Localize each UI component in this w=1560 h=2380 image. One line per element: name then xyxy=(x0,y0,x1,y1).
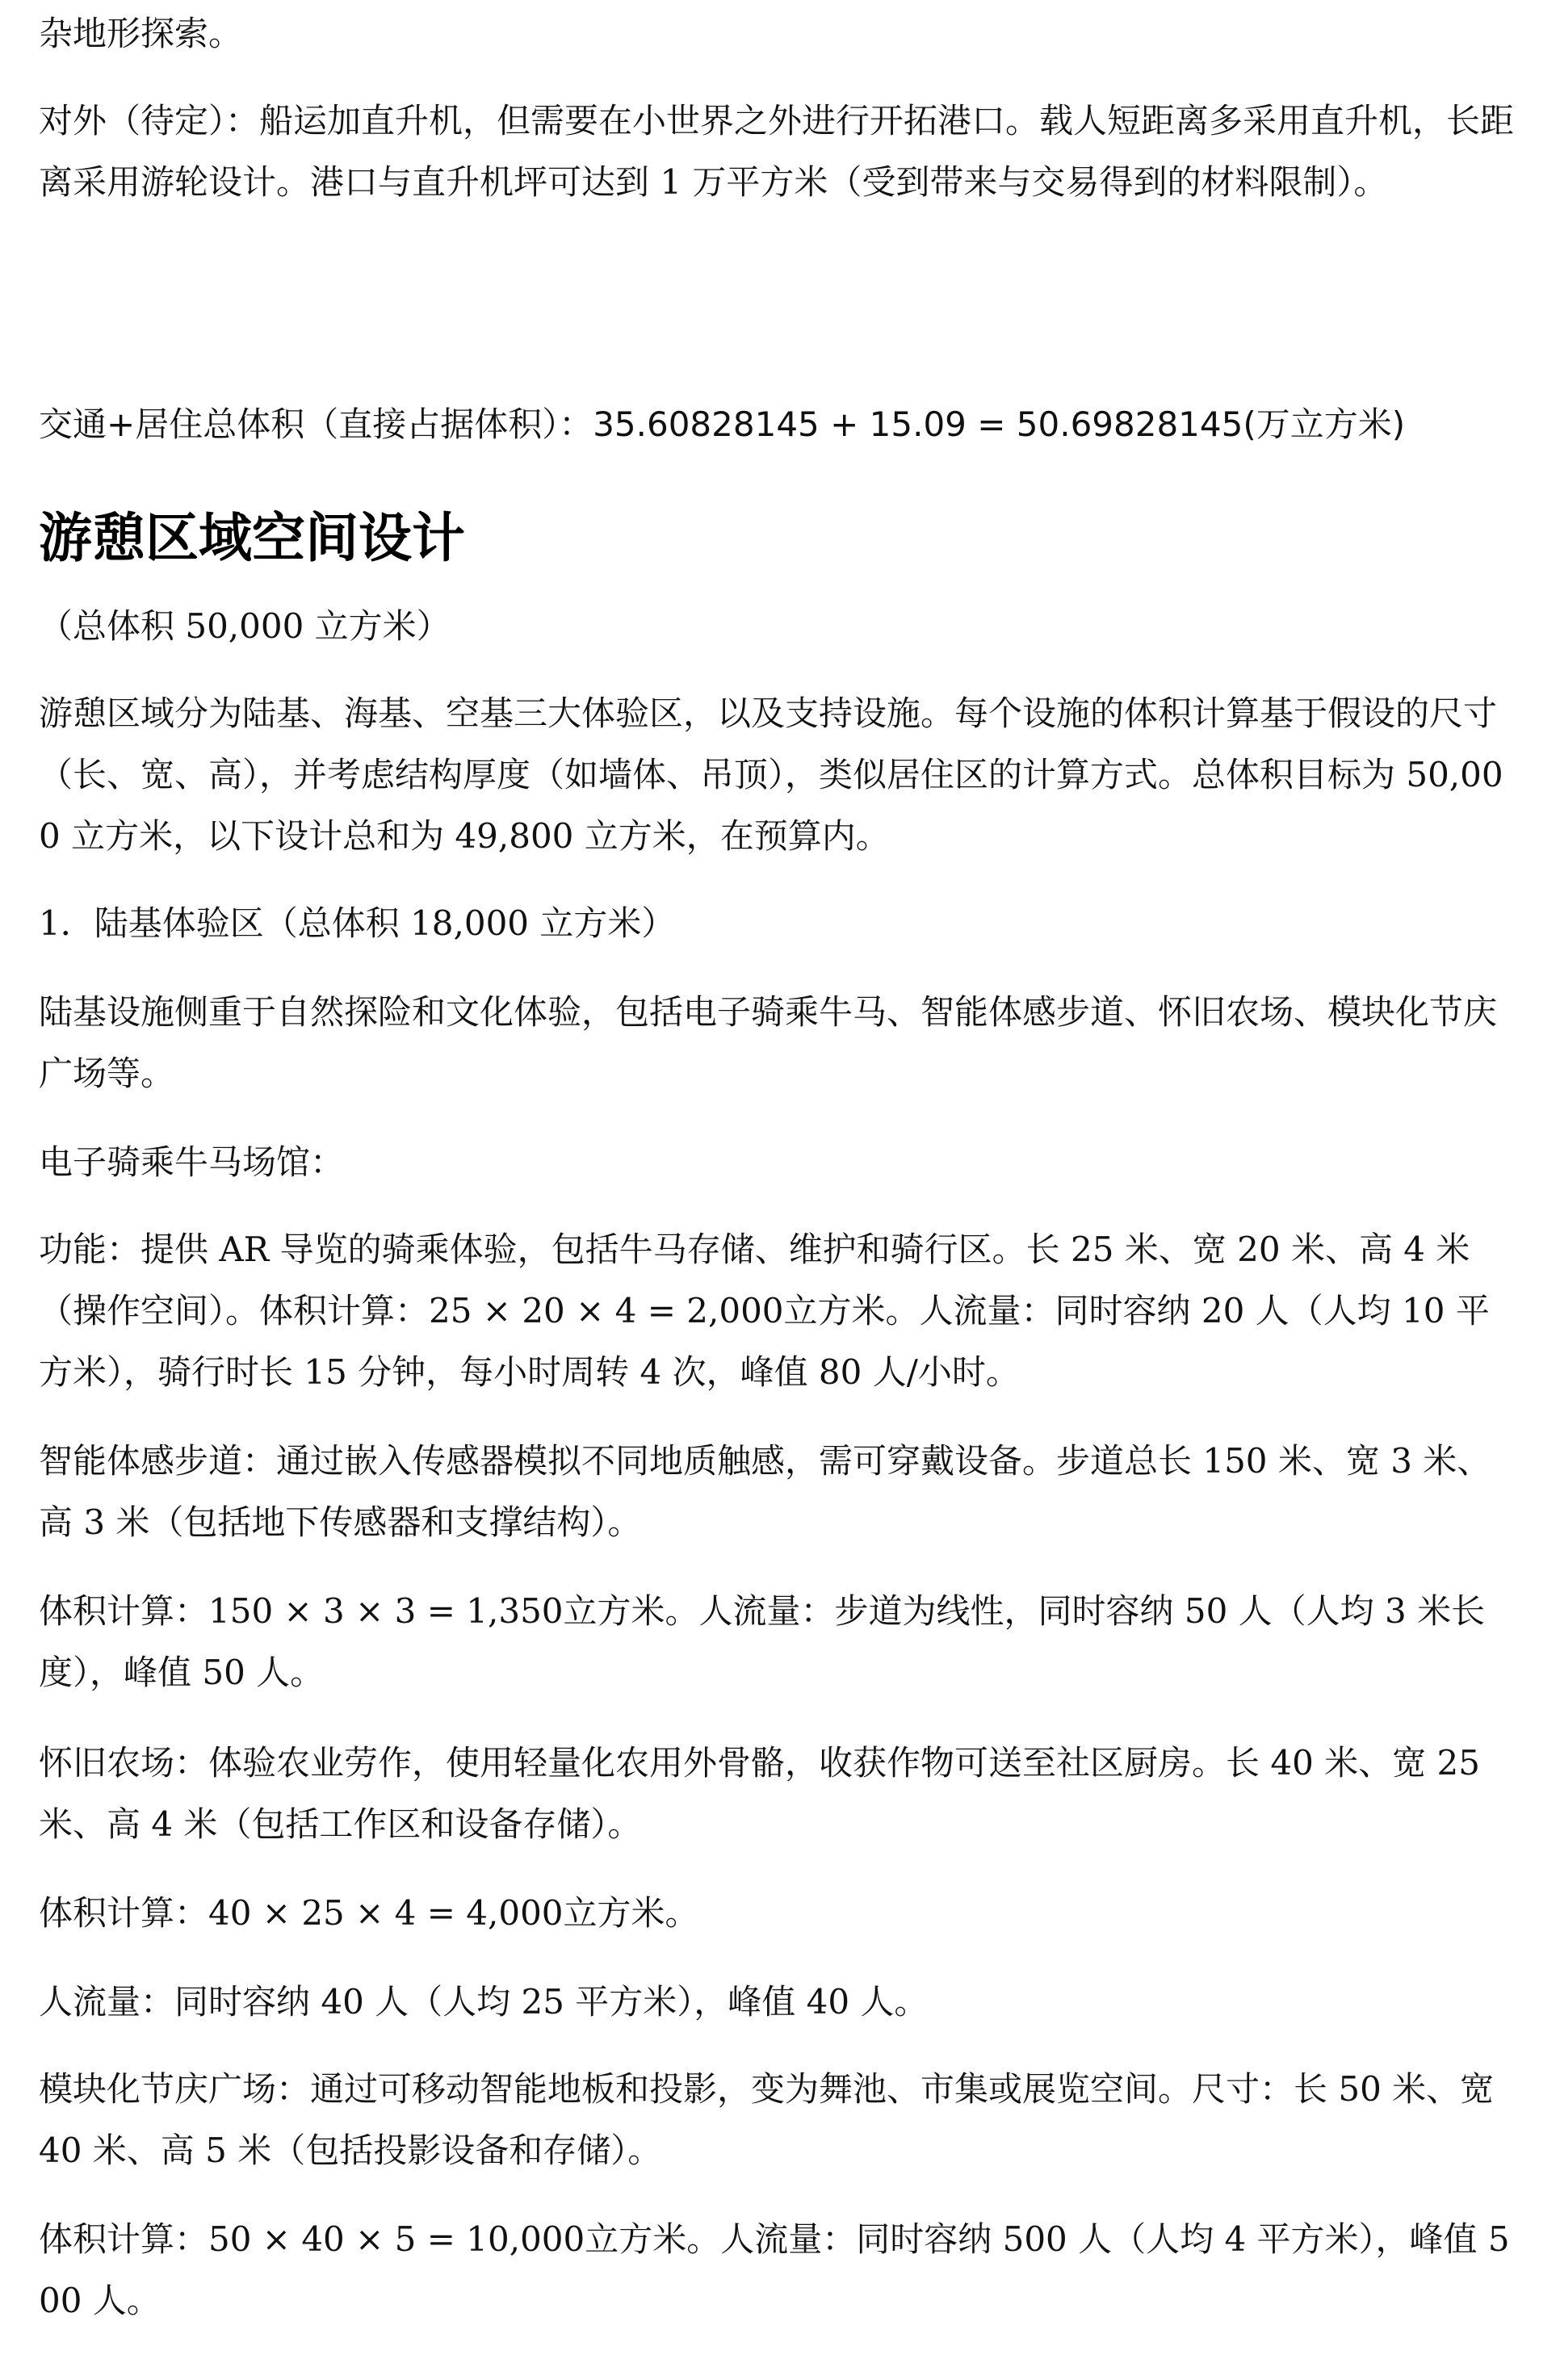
paragraph-recreation-overview: 游憩区域分为陆基、海基、空基三大体验区，以及支持设施。每个设施的体积计算基于假设的尺寸（长、宽、高），并考虑结构厚度（如墙体、吊顶），类似居住区的计算方式。总体积目标为 50,000 立方米，以下设计总和为 49,800 立方米，在预算内。 xyxy=(39,693,1503,856)
paragraph-external-transport: 对外（待定）：船运加直升机，但需要在小世界之外进行开拓港口。载人短距离多采用直升机，长距离采用游轮设计。港口与直升机坪可达到 1 万平方米（受到带来与交易得到的材料限制）。 xyxy=(39,101,1515,202)
paragraph-walkway-volume: 体积计算：150 × 3 × 3 = 1,350立方米。人流量：步道为线性，同时容纳 50 人（人均 3 米长度），峰值 50 人。 xyxy=(39,1591,1486,1692)
paragraph-smart-walkway: 智能体感步道：通过嵌入传感器模拟不同地质触感，需可穿戴设备。步道总长 150 米、宽 3 米、高 3 米（包括地下传感器和支撑结构）。 xyxy=(39,1441,1491,1542)
paragraph-total-volume-note: （总体积 50,000 立方米） xyxy=(39,606,451,646)
paragraph-riding-hall-title: 电子骑乘牛马场馆： xyxy=(39,1142,345,1182)
paragraph-total-volume-formula: 交通+居住总体积（直接占据体积）：35.60828145 + 15.09 = 50.69828145(万立方米) xyxy=(39,404,1406,444)
subsection-heading-land-zone: 1．陆基体验区（总体积 18,000 立方米） xyxy=(39,903,676,943)
paragraph-riding-hall-details: 功能：提供 AR 导览的骑乘体验，包括牛马存储、维护和骑行区。长 25 米、宽 20 米、高 4 米（操作空间）。体积计算：25 × 20 × 4 = 2,000立方米。人流量：同时容纳 20 人（人均 10 平方米），骑行时长 15 分钟，每小时周转 4 次，峰值 80 人/小时。 xyxy=(39,1230,1490,1392)
paragraph-plaza-volume: 体积计算：50 × 40 × 5 = 10,000立方米。人流量：同时容纳 500 人（人均 4 平方米），峰值 500 人。 xyxy=(39,2219,1510,2320)
paragraph-festival-plaza: 模块化节庆广场：通过可移动智能地板和投影，变为舞池、市集或展览空间。尺寸：长 50 米、宽 40 米、高 5 米（包括投影设备和存储）。 xyxy=(39,2069,1505,2170)
paragraph-farm-volume: 体积计算：40 × 25 × 4 = 4,000立方米。 xyxy=(39,1893,699,1933)
section-heading-recreation-design: 游憩区域空间设计 xyxy=(39,507,465,569)
paragraph-land-zone-intro: 陆基设施侧重于自然探险和文化体验，包括电子骑乘牛马、智能体感步道、怀旧农场、模块化节庆广场等。 xyxy=(39,992,1498,1093)
paragraph-farm-capacity: 人流量：同时容纳 40 人（人均 25 平方米），峰值 40 人。 xyxy=(39,1982,929,2022)
paragraph-nostalgic-farm: 怀旧农场：体验农业劳作，使用轻量化农用外骨骼，收获作物可送至社区厨房。长 40 米、宽 25 米、高 4 米（包括工作区和设备存储）。 xyxy=(39,1743,1491,1844)
paragraph-terrain-exploration: 杂地形探索。 xyxy=(39,14,243,53)
